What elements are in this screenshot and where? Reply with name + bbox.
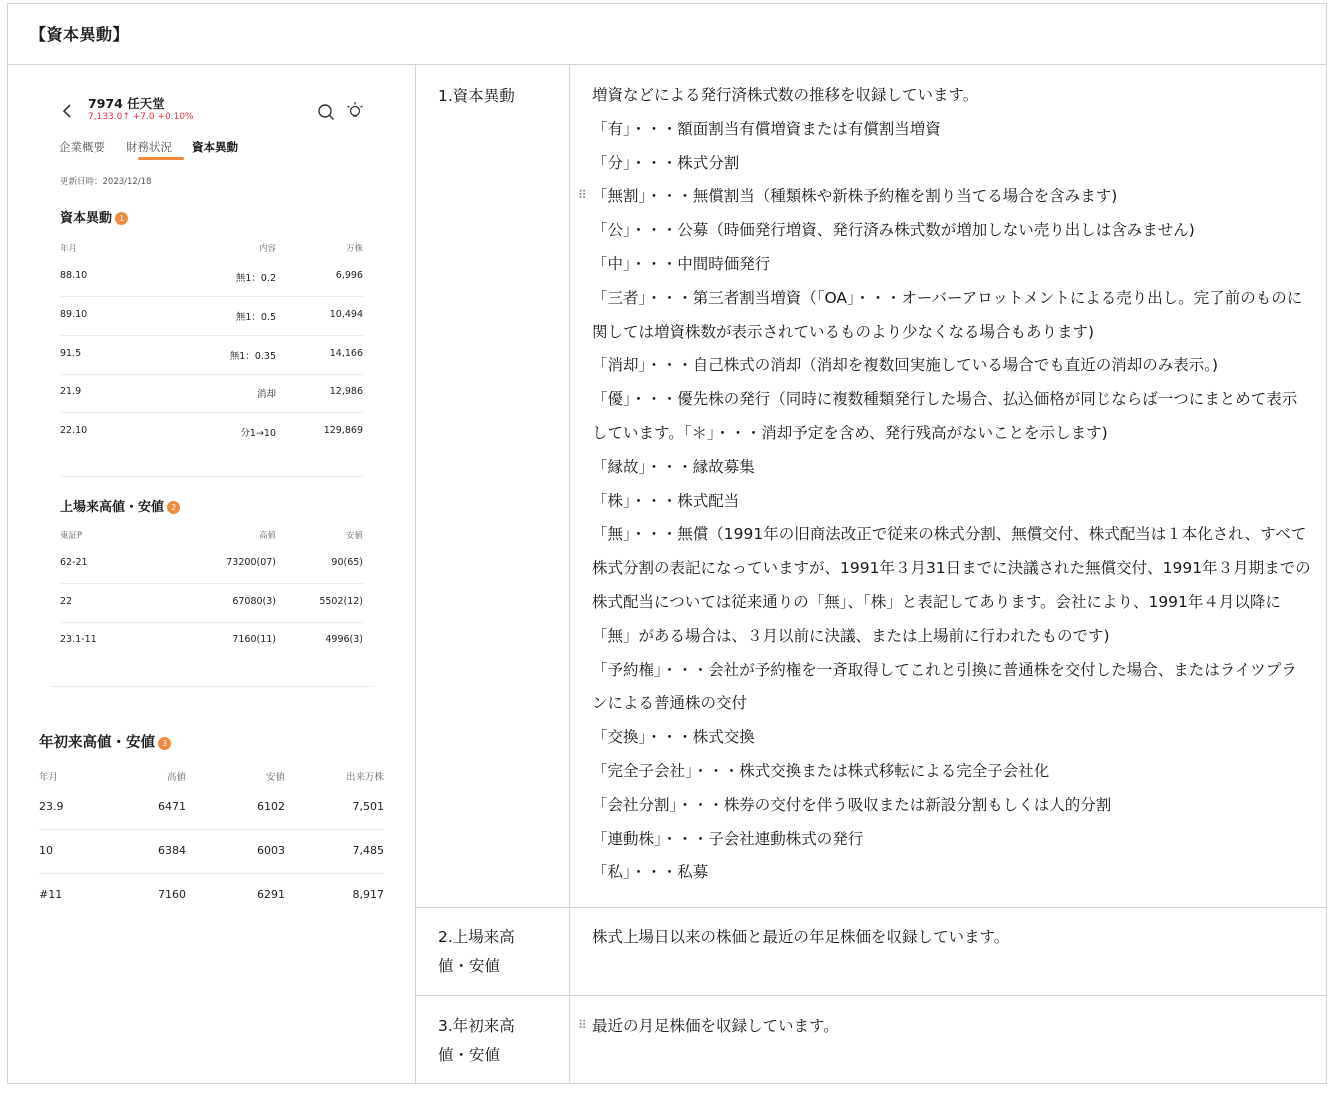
description-line: 「中」・・・中間時価発行: [592, 254, 771, 273]
item-label-capital-change: 1.資本異動: [438, 87, 515, 105]
row-period: 62-21: [60, 557, 88, 568]
row-content: 無1：0.5: [235, 312, 276, 323]
row-period: 23.1-11: [60, 634, 97, 645]
row-month: 89.10: [60, 309, 88, 320]
col-header-volume: 出来万株: [345, 772, 384, 783]
stock-price: 7,133.0↑ +7.0 +0.10%: [88, 112, 194, 122]
description-line: 増資などによる発行済株式数の推移を収録しています。: [592, 86, 979, 104]
item-description-capital-change: [592, 79, 1312, 890]
section-divider: [60, 476, 363, 477]
item-label-listing-high-low: 2.上場来高値・安値: [438, 928, 515, 975]
listing-high-low-title: 上場来高値・安値: [60, 500, 165, 515]
description-line: 「公」・・・公募（時価発行増資、発行済み株式数が増加しない売り出しは含みません): [592, 221, 1195, 240]
updated-date: 更新日時：2023/12/18: [60, 177, 152, 187]
row-high: 67080(3): [232, 596, 276, 607]
row-volume: 8,917: [352, 888, 384, 901]
capital-change-heading: [60, 207, 128, 226]
description-line: 「消却」・・・自己株式の消却（消却を複数回実施している場合でも直近の消却のみ表示。): [592, 356, 1219, 375]
badge-1: 1: [115, 212, 128, 225]
row-high: 73200(07): [226, 557, 276, 568]
row-divider: [60, 622, 363, 623]
row-high: 6384: [158, 844, 186, 857]
row-shares: 14,166: [329, 348, 363, 359]
capital-change-title: 資本異動: [60, 211, 113, 226]
col-header-high: 高値: [258, 531, 276, 541]
row-month: 88.10: [60, 270, 88, 281]
description-line: 「有」・・・額面割当有償増資または有償割当増資: [592, 119, 941, 138]
column-divider: [569, 65, 570, 1083]
row-divider: [60, 296, 363, 297]
lightbulb-icon: [345, 101, 365, 121]
tab-capital-change[interactable]: 資本異動: [192, 140, 238, 154]
row-month: #11: [39, 888, 63, 901]
description-line: 「連動株」・・・子会社連動株式の発行: [592, 829, 864, 848]
listing-high-low-heading: [60, 496, 180, 515]
app-screenshot-cell: [8, 65, 416, 1083]
col-header-low: 安値: [345, 531, 363, 541]
row-low: 6291: [257, 888, 285, 901]
row-content: 無1：0.2: [235, 273, 276, 284]
tab-financial-status[interactable]: 財務状況: [126, 140, 172, 154]
description-line: 最近の月足株価を収録しています。: [592, 1017, 839, 1035]
row-low: 90(65): [331, 557, 363, 568]
ytd-high-low-heading: [39, 731, 171, 752]
row-month: 10: [39, 844, 53, 857]
description-line: 「株」・・・株式配当: [592, 491, 740, 510]
col-header-content: 内容: [258, 244, 276, 254]
row-high: 7160: [158, 888, 186, 901]
row-month: 21.9: [60, 386, 82, 397]
description-line: 「分」・・・株式分割: [592, 153, 740, 172]
search-icon: [317, 103, 335, 121]
col-header-shares: 万株: [345, 244, 363, 254]
row-divider: [39, 829, 384, 830]
row-shares: 10,494: [329, 309, 363, 320]
row-period: 22: [60, 596, 73, 607]
row-high: 6471: [158, 800, 186, 813]
row-divider: [39, 873, 384, 874]
row-low: 6102: [257, 800, 285, 813]
row-content: 無1：0.35: [229, 351, 276, 362]
row-low: 5502(12): [319, 596, 363, 607]
description-line: 「予約権」・・・会社が予約権を一斉取得してこれと引換に普通株を交付した場合、またはライツプランによる普通株の交付: [592, 660, 1297, 713]
tab-company-overview[interactable]: 企業概要: [59, 140, 105, 154]
row-month: 22.10: [60, 425, 88, 436]
description-line: 「三者」・・・第三者割当増資（「OA」・・・オーバーアロットメントによる売り出し。完了前のものに関しては増資株数が表示されているものより少なくなる場合もあります): [592, 288, 1303, 341]
description-line: 「完全子会社」・・・株式交換または株式移転による完全子会社化: [592, 761, 1050, 780]
phone-mockup: [8, 65, 416, 1083]
item-label-ytd-high-low: 3.年初来高値・安値: [438, 1017, 515, 1064]
row-divider: [416, 907, 1326, 908]
col-header-market: 東証P: [60, 531, 83, 541]
drag-handle-icon[interactable]: ⠿: [578, 1018, 587, 1032]
row-volume: 7,501: [352, 800, 384, 813]
row-volume: 7,485: [352, 844, 384, 857]
back-arrow-icon: [60, 103, 76, 119]
row-divider: [60, 412, 363, 413]
row-divider: [416, 995, 1326, 996]
active-tab-indicator: [138, 157, 184, 160]
row-high: 7160(11): [232, 634, 276, 645]
row-month: 23.9: [39, 800, 64, 813]
badge-3: 3: [158, 737, 171, 750]
row-shares: 12,986: [329, 386, 363, 397]
row-content: 消却: [256, 389, 276, 400]
row-divider: [60, 335, 363, 336]
table-header: [8, 4, 1326, 65]
row-low: 4996(3): [325, 634, 363, 645]
section-divider: [50, 686, 375, 687]
row-divider: [60, 374, 363, 375]
row-shares: 6,996: [335, 270, 363, 281]
ytd-high-low-title: 年初来高値・安値: [39, 735, 155, 751]
description-line: 「無」・・・無償（1991年の旧商法改正で従来の株式分割、無償交付、株式配当は１本化され、すべて株式分割の表記になっていますが、1991年３月31日までに決議された無償交付、1991年３月期までの株式配当については従来通りの「無」、「株」と表記してあります。会社により、1991年４月以降に「無」がある場合は、３月以前に決議、または上場前に行われたものです): [592, 525, 1311, 645]
item-description-listing-high-low: [592, 921, 1312, 955]
row-shares: 129,869: [323, 425, 363, 436]
row-content: 分1→10: [240, 428, 276, 439]
badge-2: 2: [167, 501, 180, 514]
col-header-low: 安値: [265, 772, 285, 783]
row-low: 6003: [257, 844, 285, 857]
col-header-high: 高値: [166, 772, 186, 783]
description-line: 「無割」・・・無償割当（種類株や新株予約権を割り当てる場合を含みます): [592, 187, 1118, 206]
col-header-month: 年月: [39, 772, 59, 783]
description-line: 「優」・・・優先株の発行（同時に複数種類発行した場合、払込価格が同じならば一つにまとめて表示しています。「＊」・・・消却予定を含め、発行残高がないことを示します): [592, 390, 1298, 442]
description-line: 「縁故」・・・縁故募集: [592, 457, 755, 476]
drag-handle-icon[interactable]: ⠿: [578, 188, 587, 202]
row-month: 91.5: [60, 348, 82, 359]
description-line: 「私」・・・私募: [592, 863, 709, 882]
description-line: 「交換」・・・株式交換: [592, 728, 755, 747]
description-line: 株式上場日以来の株価と最近の年足株価を収録しています。: [592, 928, 1010, 946]
stock-title: 7974 任天堂: [88, 96, 165, 111]
section-title: 【資本異動】: [30, 25, 130, 44]
capital-change-table: [7, 3, 1327, 1084]
row-divider: [60, 583, 363, 584]
item-description-ytd-high-low: [592, 1010, 1312, 1044]
description-line: 「会社分割」・・・株券の交付を伴う吸収または新設分割もしくは人的分割: [592, 795, 1112, 814]
col-header-month: 年月: [60, 244, 78, 254]
